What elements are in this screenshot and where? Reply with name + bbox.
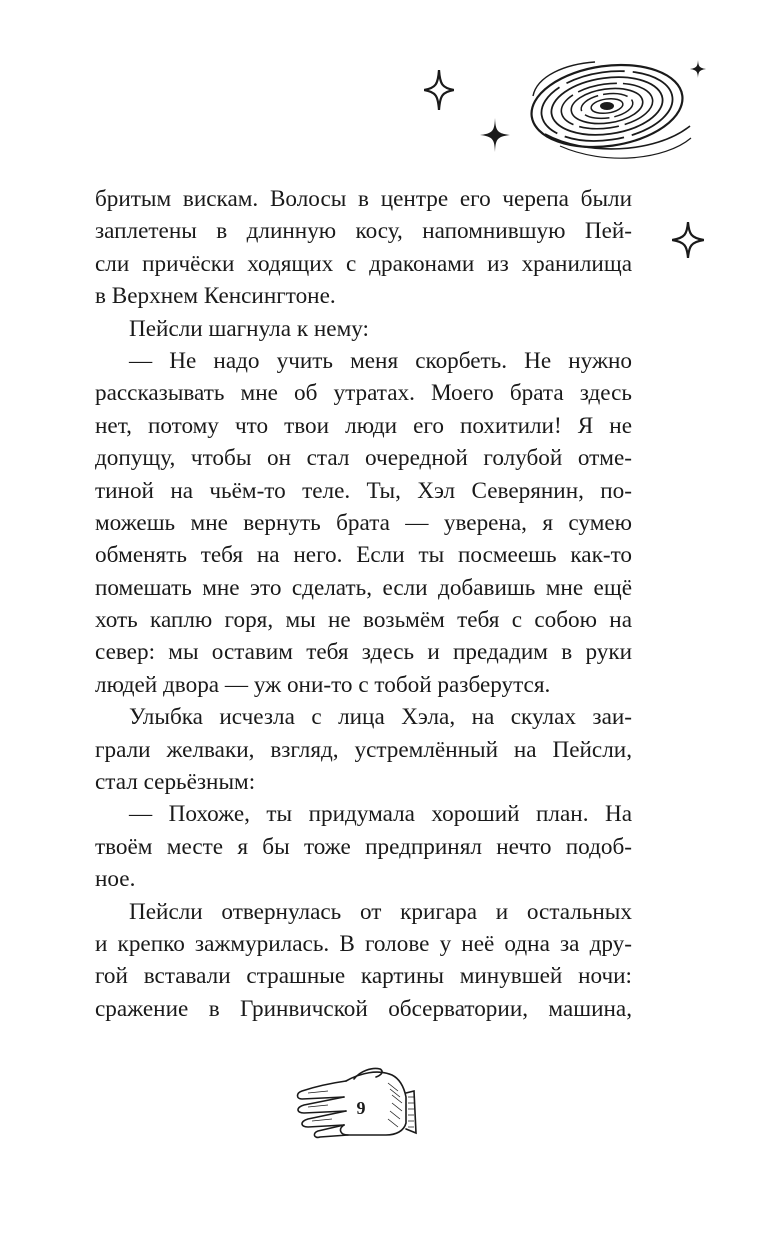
text-line: в Верхнем Кенсингтоне. [95, 283, 336, 310]
text-line: сли причёски ходящих с драконами из хранилища [95, 250, 632, 277]
body-text [95, 183, 632, 1025]
paragraph [95, 345, 632, 701]
text-line: Пейсли шагнула к нему: [129, 315, 369, 342]
text-line: и крепко зажмурилась. В голове у неё одна за дру- [95, 930, 632, 957]
text-line: север: мы оставим тебя здесь и предадим в руки [95, 639, 632, 666]
text-line: ное. [95, 866, 136, 893]
text-line: грали желваки, взгляд, устремлённый на Пейсли, [95, 736, 632, 763]
text-line: обменять тебя на него. Если ты посмеешь как-то [95, 542, 632, 569]
text-line: допущу, чтобы он стал очередной голубой отме- [95, 445, 632, 472]
text-line: тиной на чьём-то теле. Ты, Хэл Северянин, по- [95, 477, 632, 504]
text-line: помешать мне это сделать, если добавишь мне ещё [95, 574, 632, 601]
sparkle-star-icon [672, 222, 704, 258]
text-line: бритым вискам. Волосы в центре его черепа были [95, 186, 632, 212]
text-line: людей двора — уж они-то с тобой разберутся. [95, 671, 551, 698]
text-line: гой вставали страшные картины минувшей ночи: [95, 963, 632, 990]
text-line: — Похоже, ты придумала хороший план. На [129, 801, 632, 828]
text-line: рассказывать мне об утратах. Моего брата здесь [95, 380, 632, 407]
text-line: хоть каплю горя, мы не возьмём тебя с собою на [95, 607, 632, 634]
paragraph [95, 313, 632, 345]
text-line: можешь мне вернуть брата — уверена, я сумею [95, 509, 632, 536]
paragraph [95, 896, 632, 1026]
sparkle-star-icon [424, 70, 454, 110]
page-number: 9 [356, 1098, 366, 1118]
text-line: заплетены в длинную косу, напомнившую Пей- [95, 218, 632, 245]
text-line: сражение в Гринвичской обсерватории, машина, [95, 995, 632, 1022]
paragraph [95, 798, 632, 895]
paragraph [95, 701, 632, 798]
paragraph [95, 183, 632, 313]
text-line: стал серьёзным: [95, 769, 256, 796]
text-line: — Не надо учить меня скорбеть. Не нужно [129, 347, 632, 374]
text-line: нет, потому что твои люди его похитили! Я не [95, 412, 632, 439]
sparkle-star-icon [480, 118, 510, 152]
text-line: Пейсли отвернулась от кригара и остальных [129, 898, 632, 925]
spiral-galaxy-icon [525, 56, 693, 168]
text-line: Улыбка исчезла с лица Хэла, на скулах заи- [129, 704, 632, 731]
text-line: твоём месте я бы тоже предпринял нечто подоб- [95, 833, 632, 860]
